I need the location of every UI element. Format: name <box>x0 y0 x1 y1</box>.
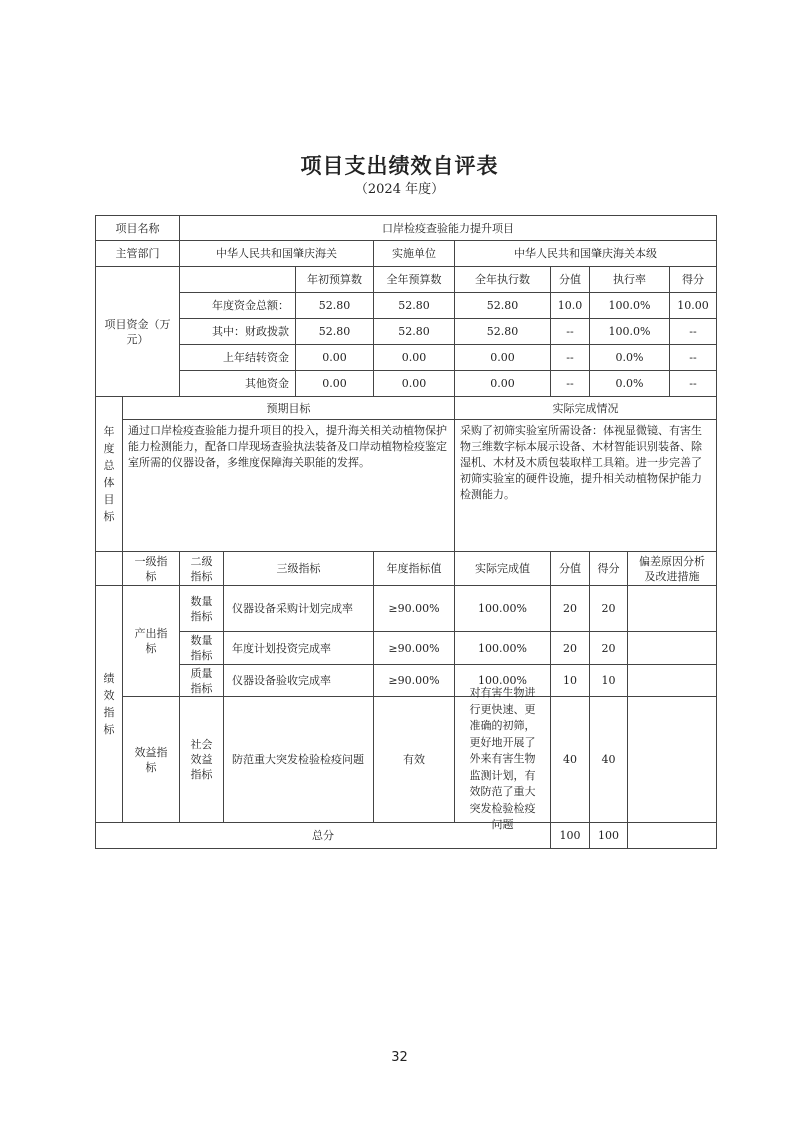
actual-value: 100.00% <box>454 664 551 697</box>
expected-goal-text: 通过口岸检疫查验能力提升项目的投入，提升海关相关动植物保护能力检测能力，配备口岸现场查验执法装备及口岸动植物检疫鉴定室所需的仪器设备，多维度保障海关职能的发挥。 <box>122 419 455 552</box>
unit-value: 中华人民共和国肇庆海关本级 <box>454 240 717 267</box>
fund-row-label: 其他资金 <box>179 370 296 397</box>
actual-value <box>454 686 551 832</box>
fund-cell: 0.00 <box>454 344 551 371</box>
page-title: 项目支出绩效自评表 <box>300 154 499 178</box>
level3-indicator: 年度计划投资完成率 <box>223 631 374 665</box>
funds-label: 项目资金（万元） <box>95 266 180 397</box>
fund-header: 得分 <box>669 266 717 293</box>
indicator-header: 年度指标值 <box>373 551 455 586</box>
indicator-header <box>179 551 224 586</box>
score: 40 <box>589 696 628 823</box>
annual-goal-label-text: 年度总体目标 <box>103 425 115 523</box>
indicator-header: 得分 <box>589 551 628 586</box>
actual-value: 100.00% <box>454 631 551 665</box>
fund-row-label: 上年结转资金 <box>179 344 296 371</box>
fund-cell: 52.80 <box>295 292 374 319</box>
expected-goal-header: 预期目标 <box>122 396 455 420</box>
indicator-header-text: 一级指标 <box>134 554 168 583</box>
fund-cell: 10.00 <box>669 292 717 319</box>
score: 20 <box>589 631 628 665</box>
annual-target: ≥90.00% <box>373 664 455 697</box>
benefit-indicator-label-text: 效益指标 <box>134 745 168 774</box>
dept-value: 中华人民共和国肇庆海关 <box>179 240 374 267</box>
fund-cell: -- <box>550 318 590 345</box>
fund-cell: 52.80 <box>373 318 455 345</box>
indicator-header: 分值 <box>550 551 590 586</box>
score-value: 20 <box>550 585 590 632</box>
fund-row-label: 其中：财政拨款 <box>179 318 296 345</box>
level3-indicator: 仪器设备验收完成率 <box>223 664 374 697</box>
perf-indicator-label-text: 绩效指标 <box>103 672 115 736</box>
deviation-note <box>627 631 717 665</box>
fund-header: 执行率 <box>589 266 670 293</box>
level3-indicator: 仪器设备采购计划完成率 <box>223 585 374 632</box>
indicator-header: 三级指标 <box>223 551 374 586</box>
score-value: 10 <box>550 664 590 697</box>
fund-cell: -- <box>669 344 717 371</box>
fund-row-label: 年度资金总额： <box>179 292 296 319</box>
fund-cell: 52.80 <box>373 292 455 319</box>
funds-header-blank <box>179 266 296 293</box>
score-value: 20 <box>550 631 590 665</box>
level3-indicator <box>223 696 374 823</box>
level2-indicator <box>179 585 224 632</box>
benefit-indicator-label <box>122 696 180 823</box>
level2-indicator-text: 数量指标 <box>190 594 213 623</box>
page-number: 32 <box>391 1050 408 1065</box>
fund-cell: 100.0% <box>589 292 670 319</box>
output-indicator-label <box>122 585 180 697</box>
level2-indicator-text: 质量指标 <box>190 666 213 695</box>
fund-cell: 0.00 <box>295 344 374 371</box>
fund-header: 分值 <box>550 266 590 293</box>
fund-cell: 0.0% <box>589 344 670 371</box>
level2-indicator <box>179 664 224 697</box>
fund-cell: 0.00 <box>373 344 455 371</box>
level2-indicator <box>179 631 224 665</box>
fund-cell: 0.0% <box>589 370 670 397</box>
annual-target: 有效 <box>373 696 455 823</box>
actual-value-text: 对有害生物进行更快速、更准确的初筛，更好地开展了外来有害生物监测计划，有效防范了重大突发检验检疫问题 <box>469 686 536 832</box>
indicator-header: 实际完成值 <box>454 551 551 586</box>
output-indicator-label-text: 产出指标 <box>134 627 168 655</box>
deviation-note <box>627 664 717 697</box>
project-name-label: 项目名称 <box>95 215 180 241</box>
fund-cell: -- <box>550 344 590 371</box>
perf-indicator-label <box>95 585 123 823</box>
page-subtitle: （2024 年度） <box>354 182 445 197</box>
level2-indicator-text: 数量指标 <box>190 634 213 662</box>
fund-cell: 100.0% <box>589 318 670 345</box>
actual-completion-header: 实际完成情况 <box>454 396 717 420</box>
total-note <box>627 822 717 849</box>
level3-indicator-text: 防范重大突发检验检疫问题 <box>232 753 364 766</box>
project-name-value: 口岸检疫查验能力提升项目 <box>179 215 717 241</box>
total-score: 100 <box>589 822 628 849</box>
fund-cell: 52.80 <box>454 318 551 345</box>
fund-cell: -- <box>669 318 717 345</box>
score-value: 40 <box>550 696 590 823</box>
fund-cell: 0.00 <box>373 370 455 397</box>
indicator-header <box>627 551 717 586</box>
dept-label: 主管部门 <box>95 240 180 267</box>
indicator-header-text: 偏差原因分析及改进措施 <box>639 554 705 583</box>
level2-indicator <box>179 696 224 823</box>
annual-target: ≥90.00% <box>373 631 455 665</box>
annual-goal-label <box>95 396 123 552</box>
fund-cell: -- <box>669 370 717 397</box>
unit-label: 实施单位 <box>373 240 455 267</box>
fund-header: 全年预算数 <box>373 266 455 293</box>
level2-indicator-text: 社会效益指标 <box>190 738 213 781</box>
fund-cell: 0.00 <box>295 370 374 397</box>
actual-value: 100.00% <box>454 585 551 632</box>
score: 10 <box>589 664 628 697</box>
score: 20 <box>589 585 628 632</box>
fund-cell: 52.80 <box>454 292 551 319</box>
fund-header: 全年执行数 <box>454 266 551 293</box>
fund-cell: 52.80 <box>295 318 374 345</box>
indicator-header <box>122 551 180 586</box>
fund-cell: -- <box>550 370 590 397</box>
total-value: 100 <box>550 822 590 849</box>
perf-header-blank <box>95 551 123 586</box>
deviation-note <box>627 585 717 632</box>
actual-completion-text: 采购了初筛实验室所需设备：体视显微镜、有害生物三维数字标本展示设备、木材智能识别装备、除湿机、木材及木质包装取样工具箱。进一步完善了初筛实验室的硬件设施，提升相关动植物保护能力检测能力。 <box>454 419 717 552</box>
deviation-note <box>627 696 717 823</box>
annual-target: ≥90.00% <box>373 585 455 632</box>
fund-cell: 10.0 <box>550 292 590 319</box>
fund-header: 年初预算数 <box>295 266 374 293</box>
total-label: 总分 <box>95 822 551 849</box>
fund-cell: 0.00 <box>454 370 551 397</box>
indicator-header-text: 二级指标 <box>190 554 213 583</box>
